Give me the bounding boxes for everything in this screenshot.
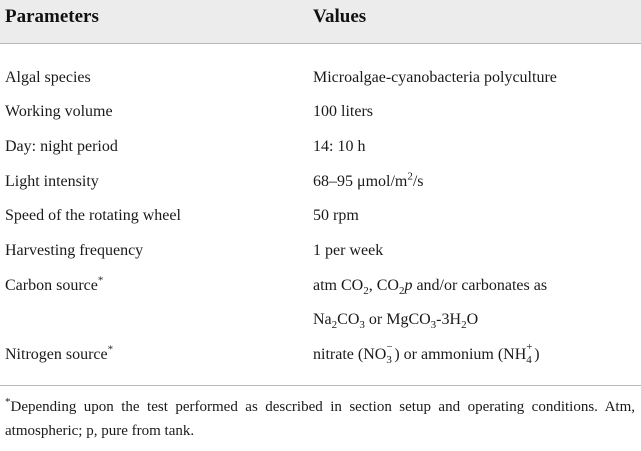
header-values: Values bbox=[313, 6, 367, 27]
value-text: Na bbox=[313, 311, 332, 328]
subscript: 2 bbox=[363, 285, 369, 298]
subscript: 2 bbox=[461, 319, 467, 332]
table-row bbox=[0, 338, 641, 372]
value-cell bbox=[313, 165, 424, 199]
parameter-text: Nitrogen source bbox=[5, 346, 108, 363]
ion-charge bbox=[526, 341, 534, 367]
value-text: and/or carbonates as bbox=[412, 277, 548, 294]
superscript: 2 bbox=[407, 170, 413, 183]
value-cell: 1 per week bbox=[313, 242, 384, 259]
table-row bbox=[0, 95, 641, 129]
table-row bbox=[0, 130, 641, 164]
table-row bbox=[0, 165, 641, 199]
footnote-text: Depending upon the test performed as described in section setup and operating conditions. Atm, atmospheric; p, pure from tank. bbox=[5, 399, 635, 439]
parameter-cell bbox=[5, 338, 113, 372]
value-text: -3H bbox=[436, 311, 462, 328]
table-footnote bbox=[5, 395, 635, 443]
value-text: , CO bbox=[368, 277, 399, 294]
parameter-cell bbox=[5, 269, 103, 303]
parameter-cell: Working volume bbox=[5, 103, 113, 120]
value-cell bbox=[313, 303, 478, 337]
table-row-continuation bbox=[0, 303, 641, 337]
value-cell bbox=[313, 338, 540, 372]
value-text: ) bbox=[534, 346, 540, 363]
superscript: + bbox=[526, 341, 533, 354]
header-parameters: Parameters bbox=[5, 6, 99, 27]
table-row bbox=[0, 199, 641, 233]
subscript: 3 bbox=[430, 319, 437, 332]
value-text: nitrate (NO bbox=[313, 346, 387, 363]
parameter-text: Carbon source bbox=[5, 277, 98, 294]
parameter-cell: Day: night period bbox=[5, 138, 118, 155]
value-cell bbox=[313, 269, 547, 303]
value-text: 68–95 μmol/m bbox=[313, 173, 408, 190]
value-text-italic: p bbox=[404, 277, 413, 294]
value-text: or MgCO bbox=[364, 311, 431, 328]
table-row bbox=[0, 234, 641, 268]
footnote-mark: * bbox=[107, 343, 114, 356]
table-row bbox=[0, 61, 641, 95]
value-cell: 14: 10 h bbox=[313, 138, 366, 155]
subscript: 3 bbox=[359, 319, 365, 332]
parameter-cell: Speed of the rotating wheel bbox=[5, 207, 181, 224]
value-cell: 50 rpm bbox=[313, 207, 359, 224]
table-bottom-rule bbox=[0, 385, 641, 386]
value-cell: Microalgae-cyanobacteria polyculture bbox=[313, 69, 557, 86]
value-text: O bbox=[466, 311, 479, 328]
value-text: ) or ammonium (NH bbox=[394, 346, 527, 363]
subscript: 4 bbox=[526, 354, 532, 367]
value-cell: 100 liters bbox=[313, 103, 373, 120]
value-text: /s bbox=[412, 173, 424, 190]
table-header bbox=[0, 0, 641, 44]
footnote-mark: * bbox=[5, 396, 11, 408]
superscript: − bbox=[386, 341, 393, 354]
footnote-mark: * bbox=[97, 274, 104, 287]
subscript: 2 bbox=[331, 319, 338, 332]
parameter-cell: Light intensity bbox=[5, 173, 99, 190]
value-text: CO bbox=[337, 311, 360, 328]
table-row bbox=[0, 269, 641, 303]
subscript: 2 bbox=[398, 285, 405, 298]
value-text: atm CO bbox=[313, 277, 364, 294]
parameter-cell: Harvesting frequency bbox=[5, 242, 144, 259]
parameter-cell: Algal species bbox=[5, 69, 91, 86]
subscript: 3 bbox=[386, 354, 392, 367]
ion-charge bbox=[386, 341, 394, 367]
